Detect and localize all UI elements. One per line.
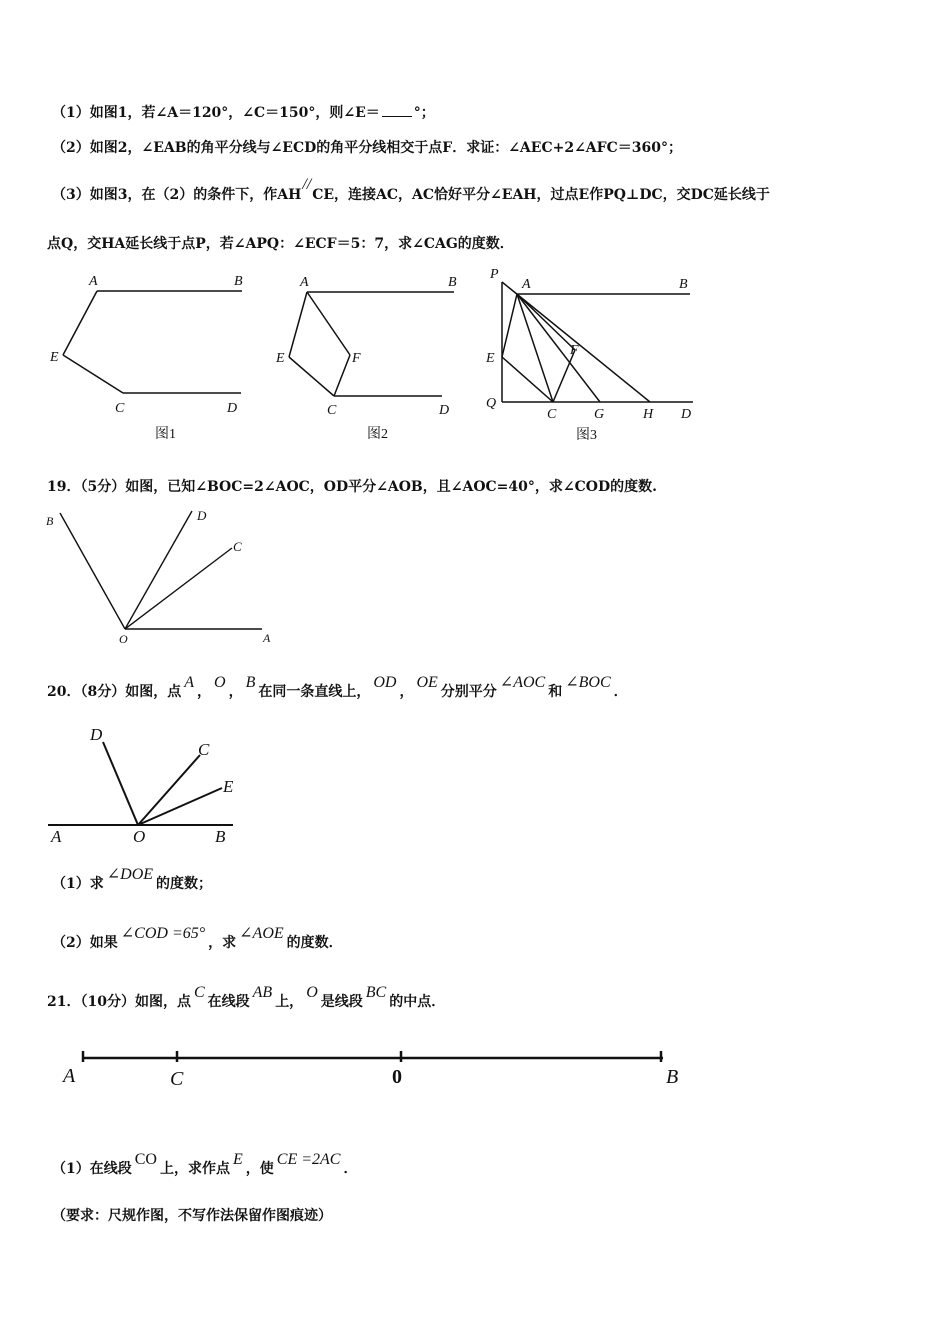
q20-part2: （2）如果∠COD =65°，求∠AOE的度数． xyxy=(52,925,343,951)
q19-label-D: D xyxy=(197,508,207,523)
q20-label-D: D xyxy=(90,725,103,744)
fig2-label-F: F xyxy=(352,351,361,366)
q21-requirement: （要求：尺规作图，不写作法保留作图痕迹） xyxy=(52,1208,332,1224)
q20-label-C: C xyxy=(198,740,210,759)
q18-part3-line1: （3）如图3，在（2）的条件下，作AH//CE，连接AC，AC恰好平分∠EAH，过点E作PQ⊥DC，交DC延长线于 xyxy=(52,176,770,203)
fig1-label-C: C xyxy=(115,401,125,416)
figure-q20 xyxy=(45,720,245,850)
q20-label-A: A xyxy=(51,827,62,846)
q20-label-O: O xyxy=(133,827,146,846)
q20-label-E: E xyxy=(223,777,234,796)
q21-label-B: B xyxy=(666,1066,679,1088)
q19-ray-OB xyxy=(60,513,125,629)
q20-ray-OD xyxy=(103,742,138,825)
q21-text: 21．（10分）如图，点C在线段AB上，O是线段BC的中点． xyxy=(47,984,446,1010)
q21-label-C: C xyxy=(170,1068,184,1090)
fig3-label-P: P xyxy=(490,267,499,282)
fig3-label-E: E xyxy=(486,351,495,366)
parallel-sign: // xyxy=(302,176,312,193)
q21-part1: （1）在线段CO上，求作点E，使CE =2AC． xyxy=(52,1151,358,1177)
q19-label-O: O xyxy=(119,632,128,646)
q18-part1: （1）如图1，若∠A＝120°，∠C＝150°，则∠E＝ °； xyxy=(52,105,435,121)
fig1-label-A: A xyxy=(89,274,98,289)
fig1-caption: 图1 xyxy=(155,427,176,442)
figure-1 xyxy=(45,270,255,445)
fig1-label-B: B xyxy=(234,274,243,289)
figure-3 xyxy=(480,262,705,447)
fig2-label-E: E xyxy=(276,351,285,366)
fig2-label-A: A xyxy=(300,275,309,290)
fig2-label-D: D xyxy=(439,403,450,418)
figure-q21 xyxy=(55,1045,695,1095)
fig3-caption: 图3 xyxy=(576,428,597,443)
q20-label-B: B xyxy=(215,827,226,846)
q19-label-A: A xyxy=(263,631,271,645)
fig2-seg-EC xyxy=(289,357,334,396)
fig3-label-C: C xyxy=(547,407,557,422)
fig3-label-F: F xyxy=(570,343,579,358)
fig2-caption: 图2 xyxy=(367,427,388,442)
fig2-seg-AE xyxy=(289,292,307,357)
fig2-label-C: C xyxy=(327,403,337,418)
q19-ray-OD xyxy=(125,511,192,629)
fig1-label-D: D xyxy=(227,401,238,416)
fig1-seg-AE xyxy=(63,291,97,355)
fig3-label-H: H xyxy=(643,407,654,422)
fig3-label-G: G xyxy=(594,407,605,422)
fig3-label-B: B xyxy=(679,277,688,292)
q20-part1: （1）求∠DOE的度数； xyxy=(52,866,213,892)
fig3-label-Q: Q xyxy=(486,396,497,411)
q19-text: 19．（5分）如图，已知∠BOC=2∠AOC，OD平分∠AOB，且∠AOC=40°，求∠COD的度数. xyxy=(47,479,657,495)
fig3-seg-AG xyxy=(517,294,600,402)
fig1-label-E: E xyxy=(50,350,59,365)
figure-2 xyxy=(272,270,472,445)
fig2-seg-FC xyxy=(334,355,350,396)
fig2-seg-AF xyxy=(307,292,350,355)
q20-ray-OC xyxy=(138,755,200,825)
fig3-label-D: D xyxy=(681,407,692,422)
q21-label-O: 0 xyxy=(392,1066,402,1088)
q20-text: 20．（8分）如图，点A，O，B在同一条直线上，OD，OE分别平分∠AOC和∠BOC． xyxy=(47,674,628,700)
answer-blank xyxy=(382,104,412,117)
figure-q19 xyxy=(40,505,285,650)
q19-label-C: C xyxy=(233,539,242,554)
q21-label-A: A xyxy=(63,1065,76,1087)
q18-part2: （2）如图2，∠EAB的角平分线与∠ECD的角平分线相交于点F．求证：∠AEC+2∠AFC＝360°； xyxy=(52,140,682,156)
q18-part3-line2: 点Q，交HA延长线于点P，若∠APQ：∠ECF＝5：7，求∠CAG的度数． xyxy=(47,236,514,252)
fig1-seg-EC xyxy=(63,355,123,393)
fig3-seg-AE xyxy=(502,294,517,357)
fig3-label-A: A xyxy=(522,277,531,292)
q19-label-B: B xyxy=(46,514,54,528)
q19-ray-OC xyxy=(125,548,232,629)
q20-ray-OE xyxy=(138,788,222,825)
fig2-label-B: B xyxy=(448,275,457,290)
